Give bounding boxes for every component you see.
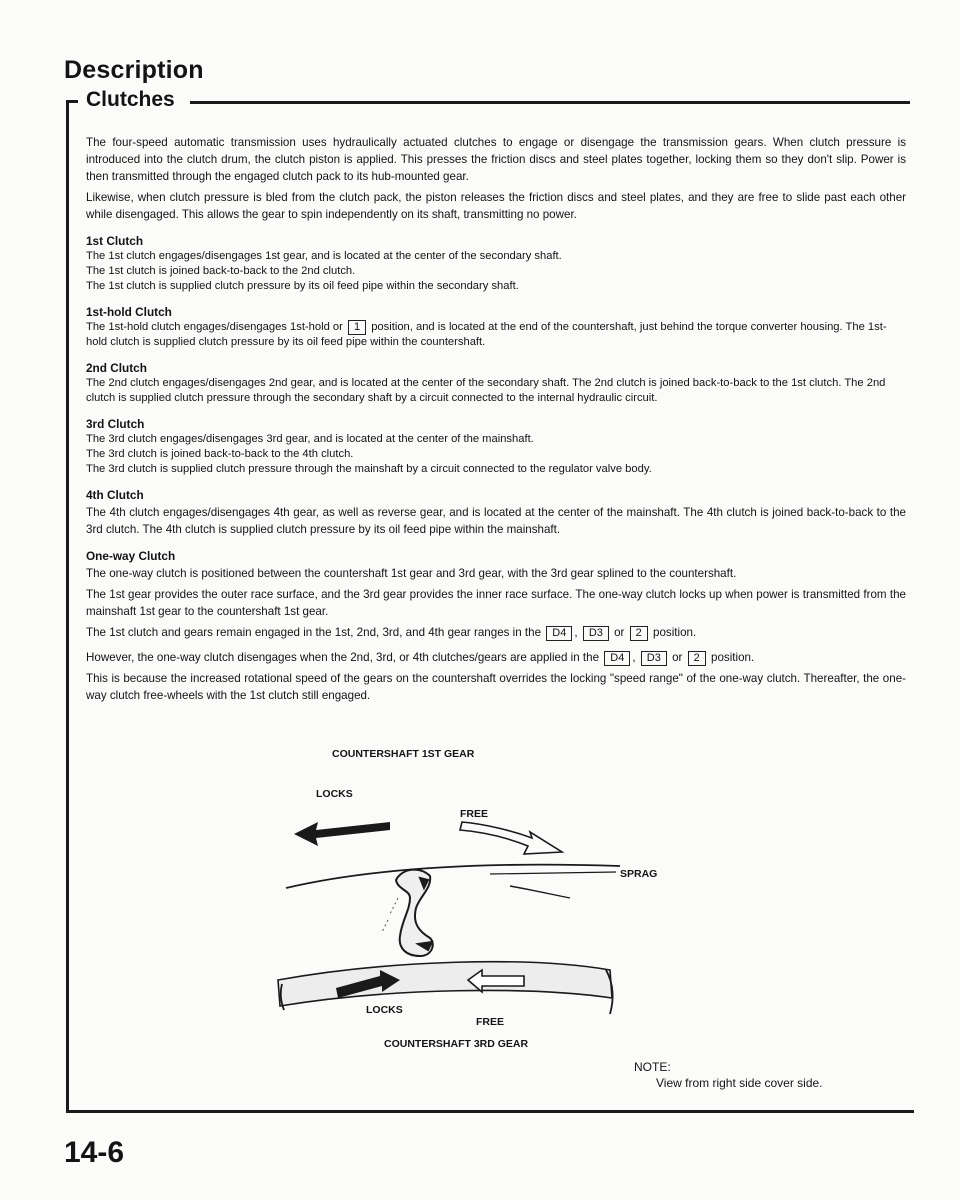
position-key-1: 1 (348, 320, 366, 335)
intro-paragraph-1: The four-speed automatic transmission uses hydraulically actuated clutches to engage or disengage the transmission gears. When clutch pressure is introduced into the clutch drum, the clutch piston is applied. This presses the friction discs and steel plates together, locking them so they don't slip. Power is then transmitted through the engaged clutch pack to its hub-mounted gear. (86, 136, 906, 183)
third-clutch-line: The 3rd clutch is joined back-to-back to the 4th clutch. (86, 448, 354, 460)
note-label: NOTE: (634, 1060, 671, 1074)
key-or: or (614, 626, 625, 639)
section-rule (190, 101, 910, 104)
page-frame-bottom (66, 1110, 914, 1113)
first-clutch-line: The 1st clutch engages/disengages 1st gear, and is located at the center of the secondary shaft. (86, 250, 562, 262)
first-hold-text-pre: The 1st-hold clutch engages/disengages 1st-hold or (86, 321, 343, 333)
second-clutch-section (86, 360, 906, 406)
third-clutch-section (86, 416, 906, 477)
position-key-2: 2 (688, 651, 706, 666)
position-key-d3: D3 (641, 651, 667, 666)
one-way-text: However, the one-way clutch disengages when the 2nd, 3rd, or 4th clutches/gears are applied in the (86, 651, 600, 664)
one-way-line-2: The 1st gear provides the outer race surface, and the 3rd gear provides the inner race surface. The one-way clutch locks up when power is transmitted from the mainshaft 1st gear to the countershaft 1st gear. (86, 588, 906, 618)
page-frame-corner (66, 100, 78, 103)
free-bottom-label: FREE (476, 1016, 505, 1028)
key-separator: , (574, 626, 578, 639)
position-key-d4: D4 (604, 651, 630, 666)
first-hold-text-post: position, and is located at the end of the countershaft, just behind the torque converter housing. The 1st-hold clutch is supplied clutch pressure by its oil feed pipe within the countershaft. (86, 321, 887, 348)
first-clutch-heading: 1st Clutch (86, 234, 144, 248)
sprag-label: SPRAG (620, 868, 658, 880)
first-hold-clutch-text (86, 320, 906, 350)
position-key-2: 2 (630, 626, 648, 641)
one-way-line-1: The one-way clutch is positioned between the countershaft 1st gear and 3rd gear, with the 3rd gear splined to the countershaft. (86, 567, 737, 580)
countershaft-3rd-gear-label: COUNTERSHAFT 3RD GEAR (384, 1038, 529, 1050)
page-frame-left (66, 100, 69, 1112)
first-clutch-line: The 1st clutch is supplied clutch pressure by its oil feed pipe within the secondary shaft. (86, 280, 519, 292)
position-key-d4: D4 (546, 626, 572, 641)
one-way-text: The 1st clutch and gears remain engaged in the 1st, 2nd, 3rd, and 4th gear ranges in the (86, 626, 542, 639)
one-way-line-3 (86, 624, 906, 641)
third-clutch-line: The 3rd clutch is supplied clutch pressure through the mainshaft by a circuit connected to the regulator valve body. (86, 463, 652, 475)
one-way-clutch-diagram (270, 748, 690, 1048)
second-clutch-text: The 2nd clutch engages/disengages 2nd gear, and is located at the center of the secondary shaft. The 2nd clutch is joined back-to-back to the 1st clutch. The 2nd clutch is supplied clutch pressure through the secondary shaft by a circuit connected to the internal hydraulic circuit. (86, 377, 886, 404)
inner-race-segment (510, 886, 570, 898)
second-clutch-heading: 2nd Clutch (86, 361, 147, 375)
first-clutch-line: The 1st clutch is joined back-to-back to the 2nd clutch. (86, 265, 356, 277)
locks-arrow-top-icon (294, 822, 390, 846)
locks-top-label: LOCKS (316, 788, 353, 800)
one-way-text: position. (653, 626, 697, 639)
third-clutch-heading: 3rd Clutch (86, 417, 145, 431)
key-or: or (672, 651, 683, 664)
inner-race-band (278, 962, 613, 1014)
sprag-icon (396, 870, 433, 956)
one-way-paragraph-3: This is because the increased rotational speed of the gears on the countershaft overrides the locking "speed range" of the one-way clutch. Thereafter, the one-way clutch free-wheels with the 1st clutch still engaged. (86, 672, 906, 702)
one-way-paragraph-2 (86, 649, 906, 666)
free-top-label: FREE (460, 808, 489, 820)
one-way-clutch-section (86, 548, 906, 704)
free-arrow-top-icon (460, 822, 562, 854)
fourth-clutch-section (86, 487, 906, 538)
one-way-text: position. (711, 651, 755, 664)
page-title: Description (64, 56, 204, 84)
fourth-clutch-text: The 4th clutch engages/disengages 4th gear, as well as reverse gear, and is located at the center of the mainshaft. The 4th clutch is joined back-to-back to the 3rd clutch. The 4th clutch is supplied clutch pressure by its oil feed pipe within the mainshaft. (86, 506, 906, 536)
first-clutch-section (86, 233, 906, 294)
note-text: View from right side cover side. (656, 1076, 823, 1090)
intro-paragraph-2: Likewise, when clutch pressure is bled from the clutch pack, the piston releases the friction discs and steel plates, and they are free to slide past each other while disengaged. This allows the gear to spin independently on its shaft, transmitting no power. (86, 191, 906, 221)
countershaft-1st-gear-label: COUNTERSHAFT 1ST GEAR (332, 748, 475, 760)
first-hold-clutch-heading: 1st-hold Clutch (86, 305, 172, 319)
third-clutch-line: The 3rd clutch engages/disengages 3rd gear, and is located at the center of the mainshaft. (86, 433, 534, 445)
first-hold-clutch-section (86, 304, 906, 350)
section-title: Clutches (86, 88, 185, 112)
key-separator: , (632, 651, 636, 664)
sprag-leader-line (490, 872, 616, 874)
diagram-svg (270, 748, 690, 1048)
body-text (86, 134, 906, 708)
fourth-clutch-heading: 4th Clutch (86, 488, 144, 502)
one-way-clutch-heading: One-way Clutch (86, 549, 176, 563)
page-number: 14-6 (64, 1136, 125, 1169)
position-key-d3: D3 (583, 626, 609, 641)
locks-bottom-label: LOCKS (366, 1004, 403, 1016)
sprag-guide-dots (382, 898, 398, 932)
outer-race-arc (286, 865, 620, 888)
